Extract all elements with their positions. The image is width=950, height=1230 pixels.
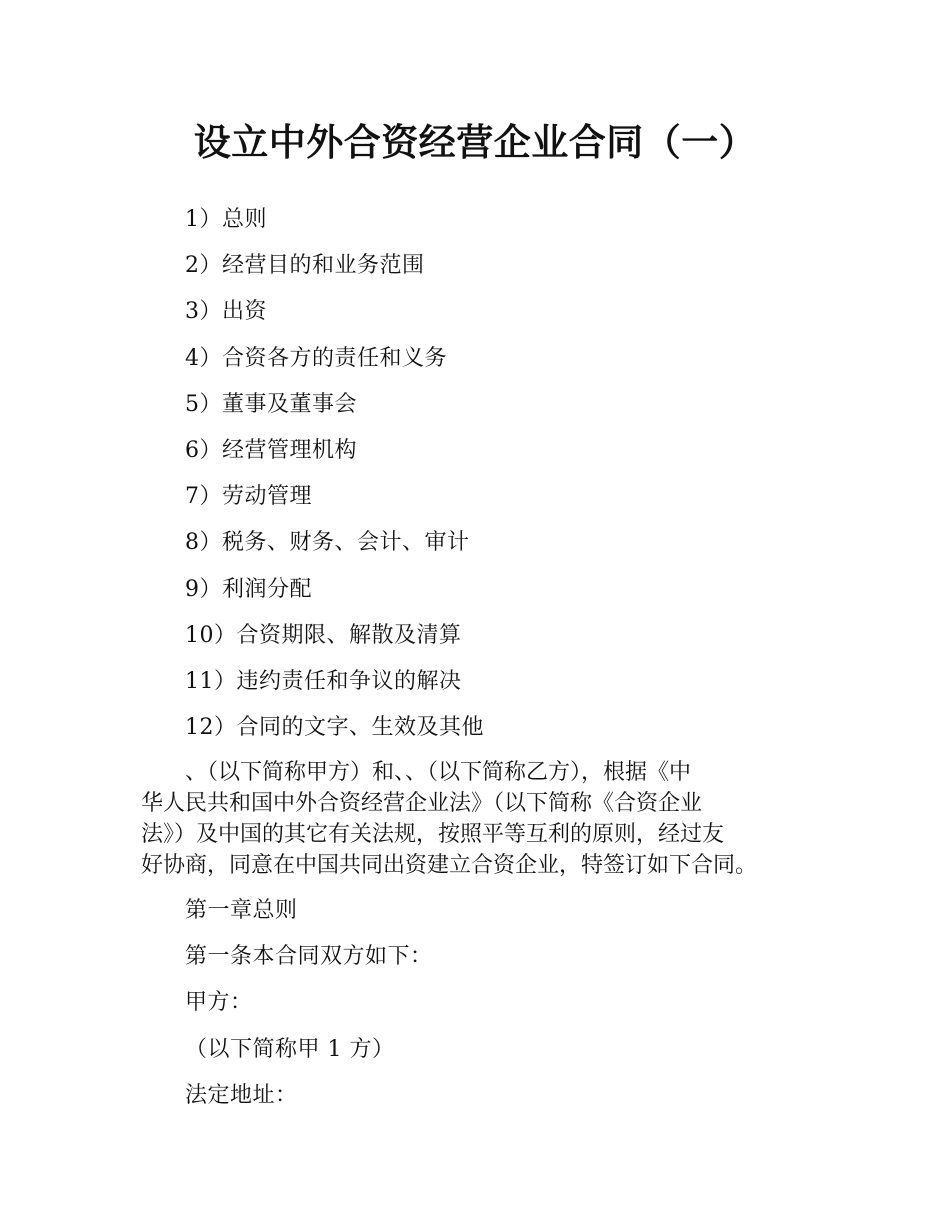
preamble-line: 法》）及中国的其它有关法规，按照平等互利的原则，经过友 xyxy=(141,822,725,847)
toc-item: 2）经营目的和业务范围 xyxy=(185,253,425,279)
preamble-line: 、（以下简称甲方）和、、（以下简称乙方），根据《中 xyxy=(185,760,692,785)
toc-item: 3）出资 xyxy=(185,299,267,325)
article-text: 第一条本合同双方如下： xyxy=(185,944,433,970)
toc-item: 1）总则 xyxy=(185,207,267,232)
table-of-contents xyxy=(185,204,484,758)
legal-address-label: 法定地址： xyxy=(185,1082,298,1108)
party-a-alias: （以下简称甲 1 方） xyxy=(185,1036,395,1062)
preamble-line: 华人民共和国中外合资经营企业法》（以下简称《合资企业 xyxy=(141,791,703,816)
chapter-heading: 第一章总则 xyxy=(185,898,298,923)
toc-item: 11）违约责任和争议的解决 xyxy=(185,668,462,694)
contract-body xyxy=(185,895,433,1126)
toc-item: 9）利润分配 xyxy=(185,576,312,602)
toc-item: 10）合资期限、解散及清算 xyxy=(185,622,462,648)
toc-item: 6）经营管理机构 xyxy=(185,437,357,463)
preamble-line: 好协商，同意在中国共同出资建立合资企业，特签订如下合同。 xyxy=(141,853,758,878)
document-title: 设立中外合资经营企业合同（一） xyxy=(193,121,757,164)
toc-item: 12）合同的文字、生效及其他 xyxy=(185,715,484,741)
party-a-label: 甲方： xyxy=(185,990,253,1016)
toc-item: 7）劳动管理 xyxy=(185,484,312,510)
toc-item: 5）董事及董事会 xyxy=(185,391,357,417)
preamble-paragraph xyxy=(141,757,841,881)
toc-item: 8）税务、财务、会计、审计 xyxy=(185,530,470,556)
toc-item: 4）合资各方的责任和义务 xyxy=(185,345,447,371)
